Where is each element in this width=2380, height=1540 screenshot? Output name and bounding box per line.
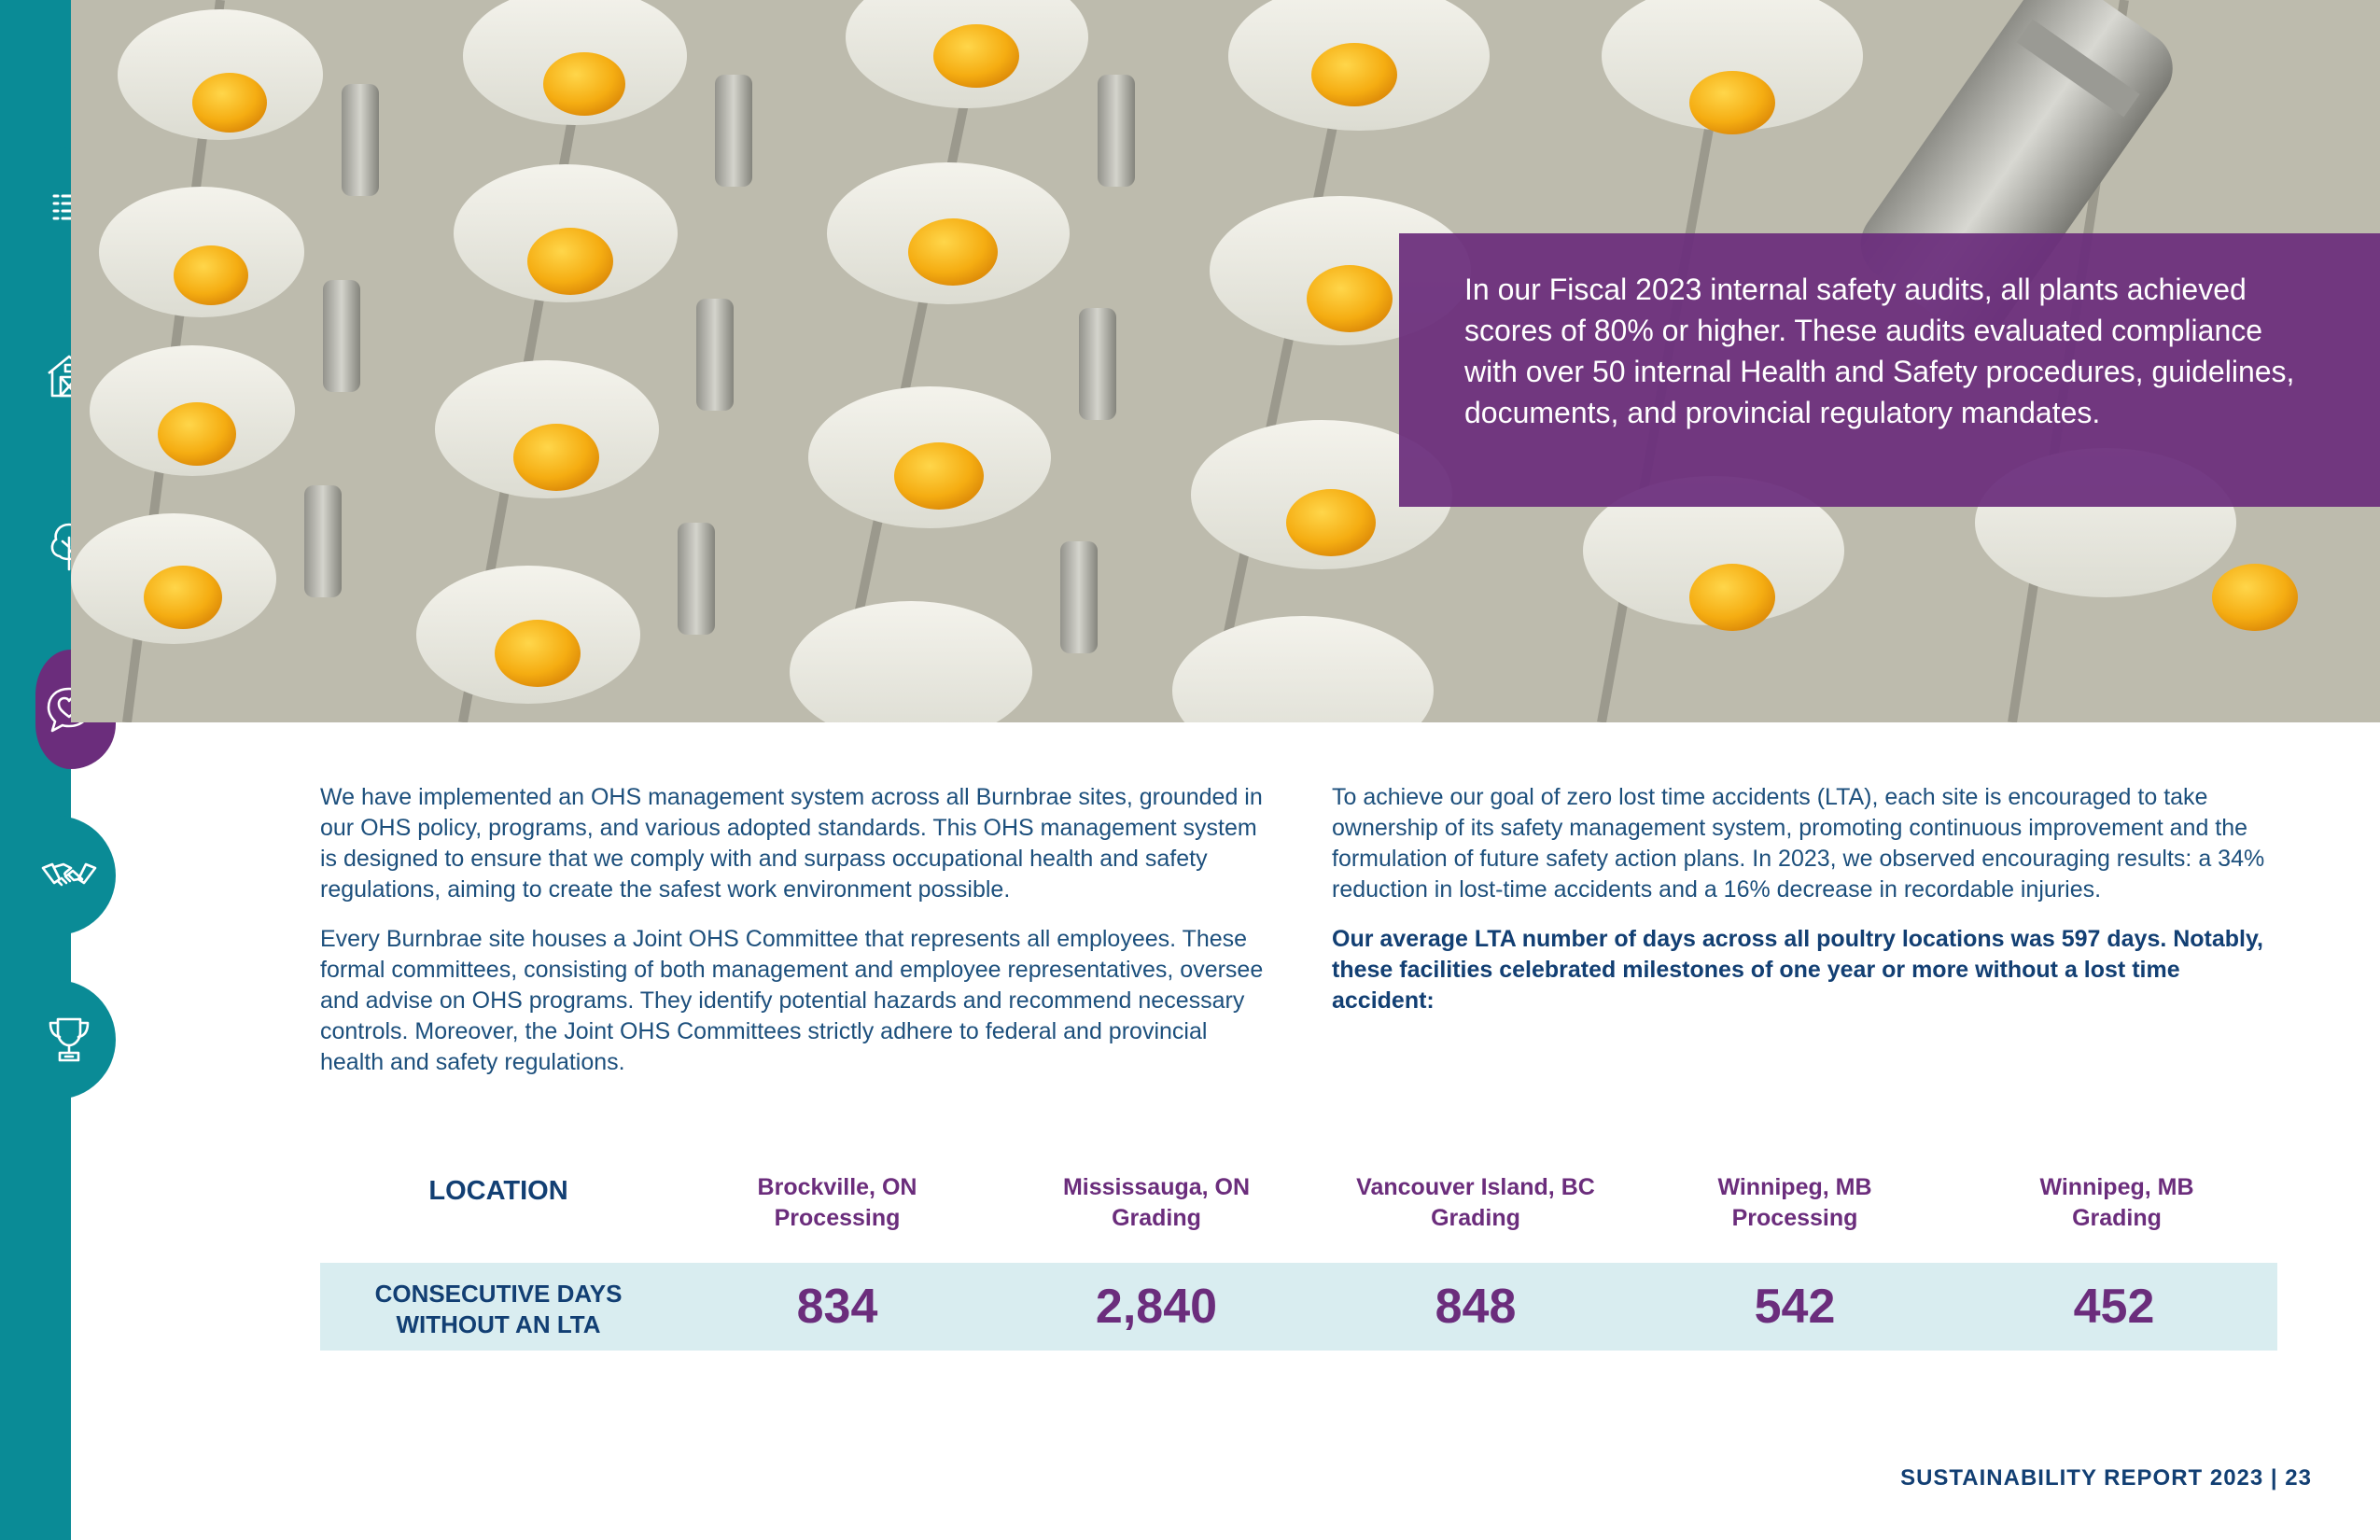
location-type: Grading xyxy=(1431,1205,1520,1231)
page-footer: SUSTAINABILITY REPORT 2023 | 23 xyxy=(1900,1465,2312,1491)
trophy-icon xyxy=(41,1012,97,1068)
location-brockville-header xyxy=(688,1172,987,1234)
location-type: Grading xyxy=(2072,1205,2162,1231)
right-column xyxy=(1332,782,2265,1035)
sidebar-item-community[interactable] xyxy=(35,816,116,935)
days-mississauga: 2,840 xyxy=(1095,1280,1218,1334)
location-city: Winnipeg, MB xyxy=(2039,1174,2194,1200)
location-city: Brockville, ON xyxy=(757,1174,917,1200)
location-winnipeg-processing-header xyxy=(1645,1172,1944,1234)
location-city: Mississauga, ON xyxy=(1062,1174,1251,1200)
days-brockville: 834 xyxy=(796,1280,878,1334)
location-city: Vancouver Island, BC xyxy=(1356,1174,1595,1200)
lta-goal-paragraph: To achieve our goal of zero lost time accidents (LTA), each site is encouraged to take ownership of its safety management system, promoting continuous improvement and the formulation of future safety action plans. In 2023, we observed encouraging results: a 34% reduction in lost-time accidents and a 16% decrease in recordable injuries. xyxy=(1332,784,2265,903)
location-winnipeg-grading-header xyxy=(1967,1172,2266,1234)
days-vancouver: 848 xyxy=(1435,1280,1517,1334)
sidebar-item-governance[interactable] xyxy=(35,980,116,1099)
location-type: Grading xyxy=(1112,1205,1201,1231)
days-winnipeg-grading: 452 xyxy=(2073,1280,2155,1334)
location-mississauga-header xyxy=(1007,1172,1306,1234)
location-header: LOCATION xyxy=(428,1176,568,1206)
location-vancouver-header xyxy=(1326,1172,1625,1234)
consecutive-days-label-line1: CONSECUTIVE DAYS xyxy=(374,1280,623,1308)
location-type: Processing xyxy=(1731,1205,1858,1231)
ohs-system-paragraph: We have implemented an OHS management system across all Burnbrae sites, grounded in our OHS policy, programs, and various adopted standards. This OHS management system is designed to ensure that we comply with and surpass occupational health and safety regulations, aiming to create the safest work environment possible. xyxy=(320,784,1263,903)
days-winnipeg-processing: 542 xyxy=(1754,1280,1836,1334)
handshake-icon xyxy=(41,847,97,903)
audit-callout-text: In our Fiscal 2023 internal safety audits, all plants achieved scores of 80% or higher. These audits evaluated compliance with over 50 internal Health and Safety procedures, guidelines, documents, and provincial regulatory mandates. xyxy=(1464,273,2295,429)
location-type: Processing xyxy=(774,1205,901,1231)
audit-callout xyxy=(1399,233,2380,507)
lta-average-paragraph: Our average LTA number of days across all poultry locations was 597 days. Notably, these facilities celebrated milestones of one year or more without a lost time accident: xyxy=(1332,926,2263,1014)
consecutive-days-label-line2: WITHOUT AN LTA xyxy=(396,1310,601,1338)
left-column xyxy=(320,782,1272,1097)
joint-committee-paragraph: Every Burnbrae site houses a Joint OHS Committee that represents all employees. These formal committees, consisting of both management and employee representatives, oversee and advise on OHS programs. They identify potential hazards and recommend necessary controls. Moreover, the Joint OHS Committees strictly adhere to federal and provincial health and safety regulations. xyxy=(320,926,1264,1075)
consecutive-days-label xyxy=(340,1279,657,1340)
location-city: Winnipeg, MB xyxy=(1717,1174,1872,1200)
